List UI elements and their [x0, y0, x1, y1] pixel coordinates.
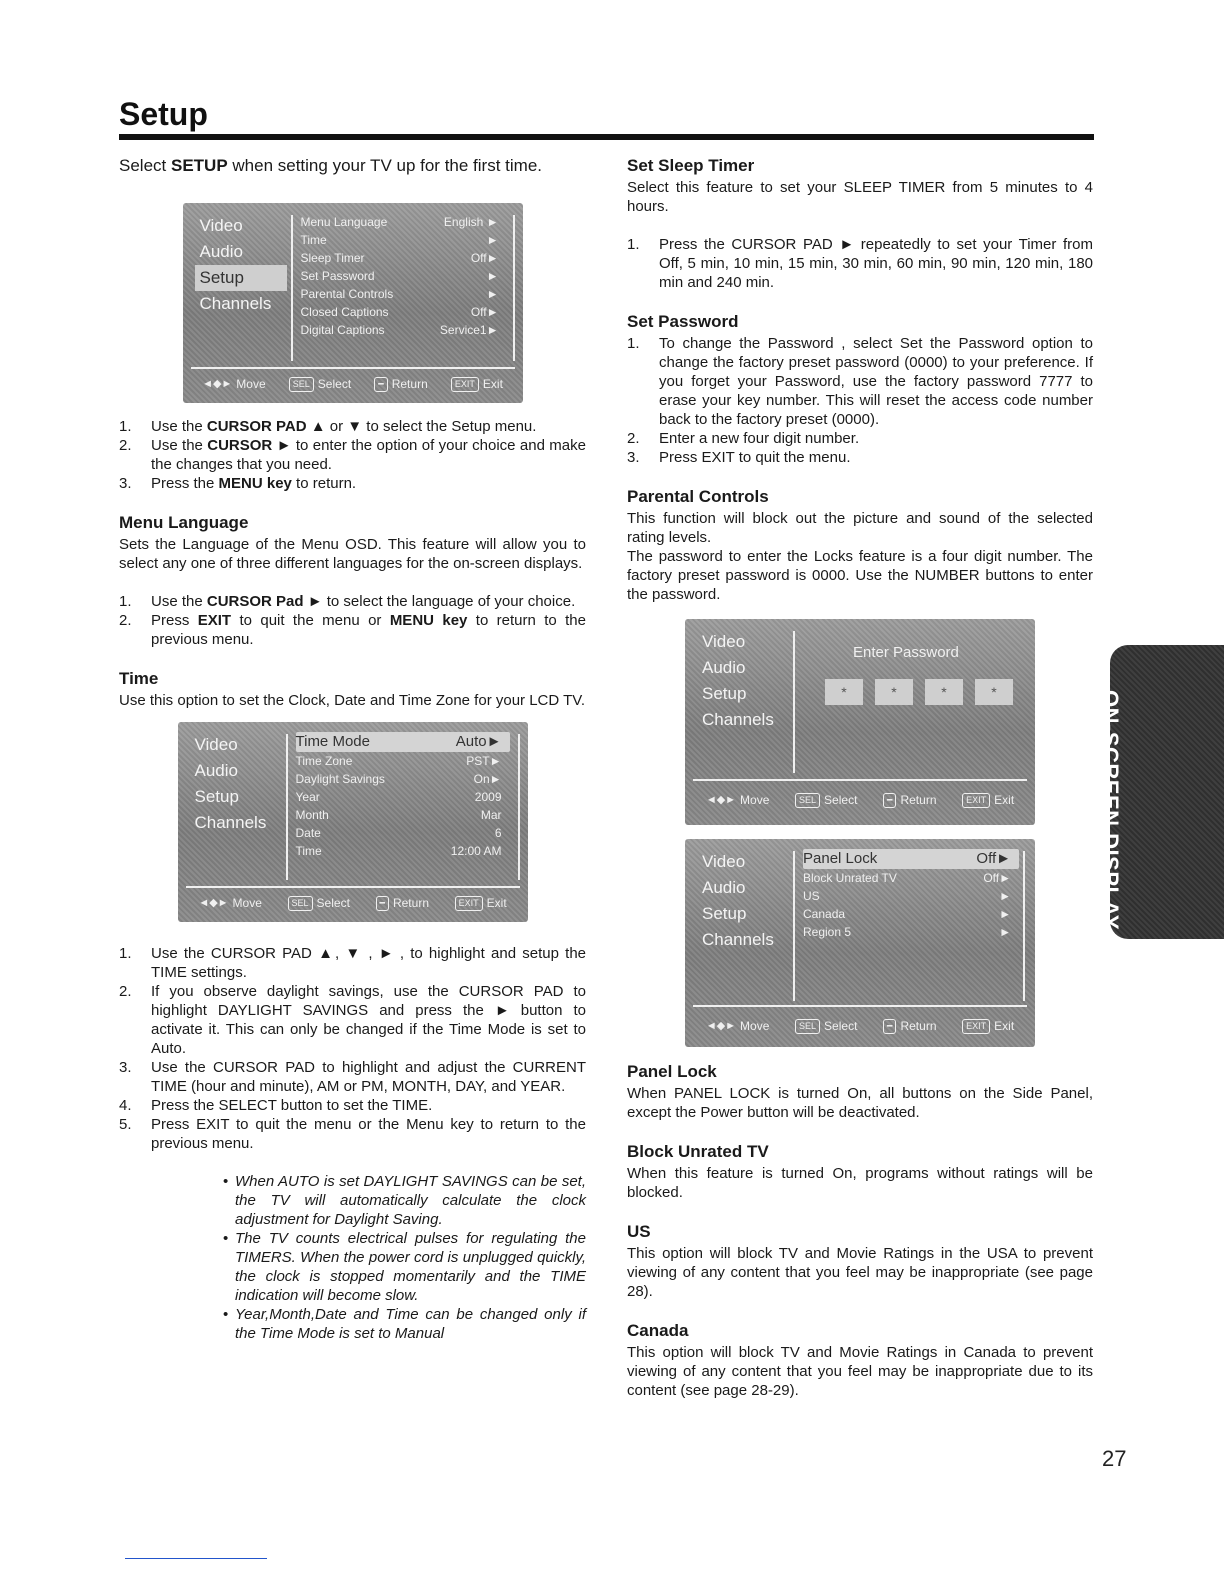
osd-item: Month Mar — [295, 808, 502, 822]
parental-lock-screenshot — [685, 839, 1035, 1047]
password-digit-box: * — [975, 679, 1013, 705]
osd-side-menu — [190, 732, 282, 836]
osd-side-item: Channels — [194, 813, 267, 832]
setup-steps — [119, 417, 586, 493]
time-body: Use this option to set the Clock, Date and Time Zone for your LCD TV. — [119, 692, 586, 709]
password-digit-box: * — [825, 679, 863, 705]
list-item: 1. Press the CURSOR PAD ► repeatedly to set your Timer from Off, 5 min, 10 min, 15 min, 30 min, 60 min, 90 min, 120 min, 180 min and 240 min. — [627, 236, 1093, 291]
osd-side-item: Audio — [702, 878, 746, 897]
side-tab-label: ON-SCREEN DISPLAY — [1098, 690, 1123, 930]
time-steps — [119, 944, 586, 1153]
osd-side-item: Channels — [702, 930, 774, 949]
osd-item: Menu Language English ► — [300, 215, 499, 229]
us-heading: US — [627, 1222, 651, 1241]
panel-lock-body: When PANEL LOCK is turned On, all buttons on the Side Panel, except the Power button will be deactivated. — [627, 1085, 1093, 1121]
list-item: 1. Use the CURSOR Pad ► to select the language of your choice. — [119, 593, 576, 610]
osd-side-item: Video — [702, 852, 746, 871]
osd-item: Digital Captions Service1► — [300, 323, 499, 337]
us-body: This option will block TV and Movie Ratings in the USA to prevent viewing of any content that you feel may be inappropriate (see page 28). — [627, 1245, 1093, 1300]
osd-item: Canada ► — [803, 907, 1011, 921]
list-item: 1. Use the CURSOR PAD ▲ or ▼ to select the Setup menu. — [119, 418, 537, 435]
osd-item: Year 2009 — [295, 790, 502, 804]
list-item: 1. Use the CURSOR PAD ▲, ▼ , ► , to highlight and setup the TIME settings. — [119, 945, 586, 981]
osd-side-item-selected: Setup — [195, 265, 287, 291]
list-item: 2. Press EXIT to quit the menu or MENU key to return to the previous menu. — [119, 612, 586, 648]
move-arrows-icon: ◄◆► — [202, 378, 233, 390]
return-button-icon: ━ — [883, 1019, 896, 1034]
osd-item-highlighted: Panel Lock Off► — [803, 849, 1019, 869]
menu-language-heading: Menu Language — [119, 513, 249, 532]
sel-button-icon: SEL — [288, 896, 313, 911]
osd-side-item: Audio — [199, 242, 243, 261]
move-arrows-icon: ◄◆► — [705, 794, 737, 806]
set-password-heading: Set Password — [627, 312, 739, 331]
exit-button-icon: EXIT — [451, 377, 479, 392]
intro-text: Select SETUP when setting your TV up for the first time. — [119, 156, 542, 175]
exit-button-icon: EXIT — [962, 793, 990, 808]
list-item: 3. Press the MENU key to return. — [119, 475, 357, 492]
osd-item: Set Password ► — [300, 269, 499, 283]
osd-side-item: Setup — [194, 787, 239, 806]
osd-item: Block Unrated TV Off► — [803, 871, 1011, 885]
osd-item: Time ► — [300, 233, 499, 247]
osd-setup-items — [301, 213, 507, 339]
osd-footer-rule — [693, 1005, 1027, 1007]
enter-password-screenshot — [685, 619, 1035, 825]
osd-side-menu — [697, 629, 789, 733]
sleep-timer-steps — [627, 235, 1093, 292]
osd-item: Sleep Timer Off► — [300, 251, 499, 265]
list-item: 5. Press EXIT to quit the menu or the Menu key to return to the previous menu. — [119, 1116, 586, 1152]
sel-button-icon: SEL — [795, 1019, 820, 1034]
enter-password-title: Enter Password — [853, 644, 959, 661]
menu-language-body: Sets the Language of the Menu OSD. This feature will allow you to select any one of three different languages for the on-screen displays. — [119, 536, 586, 572]
list-item: 4. Press the SELECT button to set the TIME. — [119, 1097, 433, 1114]
page-number: 27 — [1102, 1446, 1127, 1471]
osd-scrollbar — [1023, 851, 1025, 1001]
parental-controls-body-1: This function will block out the picture and sound of the selected rating levels. — [627, 510, 1093, 546]
time-menu-screenshot — [178, 722, 528, 922]
return-button-icon: ━ — [883, 793, 896, 808]
return-button-icon: ━ — [374, 377, 387, 392]
footer-line — [125, 1558, 267, 1559]
osd-item: Time Zone PST► — [295, 754, 502, 768]
osd-time-items — [296, 732, 510, 860]
osd-side-menu — [697, 849, 789, 953]
list-item: 3. Use the CURSOR PAD to highlight and adjust the CURRENT TIME (hour and minute), AM or PM, MONTH, DAY, and YEAR. — [119, 1059, 586, 1095]
osd-item: US ► — [803, 889, 1011, 903]
osd-lock-items — [803, 849, 1019, 941]
password-digit-box: * — [925, 679, 963, 705]
osd-divider — [793, 631, 795, 773]
sleep-timer-body: Select this feature to set your SLEEP TIMER from 5 minutes to 4 hours. — [627, 179, 1093, 215]
osd-item: Parental Controls ► — [300, 287, 499, 301]
osd-item: Daylight Savings On► — [295, 772, 502, 786]
title-rule — [119, 134, 1094, 140]
osd-footer: ◄◆► Move SEL Select ━ Return EXIT Exit — [191, 375, 515, 394]
osd-side-item: Video — [702, 632, 746, 651]
osd-side-menu — [195, 213, 287, 317]
left-column — [119, 155, 586, 1343]
page-title: Setup — [119, 96, 208, 132]
list-item: 1. To change the Password , select Set the Password option to change the factory preset password (0000) to your preference. If you forget your Password, use the factory password 7777 to erase your key number. This will reset the access code number back to the factory preset (0000). — [627, 335, 1093, 428]
osd-footer-rule — [693, 779, 1027, 781]
exit-button-icon: EXIT — [962, 1019, 990, 1034]
osd-side-item: Setup — [702, 684, 747, 703]
osd-divider — [291, 215, 293, 361]
osd-item: Time 12:00 AM — [295, 844, 502, 858]
note-item: • When AUTO is set DAYLIGHT SAVINGS can be set, the TV will automatically calculate the clock adjustment for Daylight Saving. — [223, 1173, 586, 1228]
section-side-tab — [1098, 645, 1224, 939]
osd-side-item: Audio — [702, 658, 746, 677]
osd-scrollbar — [518, 734, 520, 880]
osd-side-item: Setup — [702, 904, 747, 923]
osd-divider — [793, 851, 795, 1001]
parental-controls-heading: Parental Controls — [627, 487, 769, 506]
sleep-timer-heading: Set Sleep Timer — [627, 156, 755, 175]
osd-scrollbar — [513, 215, 515, 361]
list-item: 2. Enter a new four digit number. — [627, 430, 860, 447]
set-password-steps — [627, 334, 1093, 467]
canada-body: This option will block TV and Movie Ratings in Canada to prevent viewing of any content that you feel may be inappropriate due to its content (see page 28-29). — [627, 1344, 1093, 1399]
osd-item: Date 6 — [295, 826, 502, 840]
move-arrows-icon: ◄◆► — [198, 897, 229, 909]
block-unrated-body: When this feature is turned On, programs without ratings will be blocked. — [627, 1165, 1093, 1201]
sel-button-icon: SEL — [289, 377, 314, 392]
time-heading: Time — [119, 669, 159, 688]
osd-side-item: Audio — [194, 761, 238, 780]
sel-button-icon: SEL — [795, 793, 820, 808]
move-arrows-icon: ◄◆► — [705, 1020, 737, 1032]
osd-item: Closed Captions Off► — [300, 305, 499, 319]
note-item: • The TV counts electrical pulses for regulating the TIMERS. When the power cord is unplugged quickly, the clock is stopped momentarily and the TIME indication will become slow. — [223, 1230, 586, 1304]
return-button-icon: ━ — [376, 896, 389, 911]
osd-item: Region 5 ► — [803, 925, 1011, 939]
menu-language-steps — [119, 592, 586, 649]
right-column — [627, 155, 1093, 1400]
exit-button-icon: EXIT — [455, 896, 483, 911]
osd-side-item: Channels — [199, 294, 272, 313]
osd-footer: ◄◆► Move SEL Select ━ Return EXIT Exit — [693, 1017, 1027, 1036]
osd-side-item: Video — [199, 216, 243, 235]
osd-footer: ◄◆► Move SEL Select ━ Return EXIT Exit — [693, 791, 1027, 810]
osd-divider — [286, 734, 288, 880]
osd-footer-rule — [191, 367, 515, 369]
note-item: • Year,Month,Date and Time can be changed only if the Time Mode is set to Manual — [223, 1306, 586, 1342]
osd-item-highlighted: Time Mode Auto► — [296, 732, 510, 752]
osd-side-item: Channels — [702, 710, 774, 729]
list-item: 2. Use the CURSOR ► to enter the option of your choice and make the changes that you need. — [119, 437, 586, 473]
password-digit-box: * — [875, 679, 913, 705]
time-notes — [119, 1172, 586, 1343]
block-unrated-heading: Block Unrated TV — [627, 1142, 769, 1161]
osd-footer-rule — [186, 886, 520, 888]
canada-heading: Canada — [627, 1321, 689, 1340]
osd-footer: ◄◆► Move SEL Select ━ Return EXIT Exit — [186, 894, 520, 913]
list-item: 3. Press EXIT to quit the menu. — [627, 449, 851, 466]
osd-side-item: Video — [194, 735, 238, 754]
panel-lock-heading: Panel Lock — [627, 1062, 717, 1081]
list-item: 2. If you observe daylight savings, use the CURSOR PAD to highlight DAYLIGHT SAVINGS and press the ► button to activate it. This can only be changed if the Time Mode is set to Auto. — [119, 983, 586, 1057]
parental-controls-body-2: The password to enter the Locks feature is a four digit number. The factory preset password is 0000. Use the NUMBER buttons to enter the password. — [627, 548, 1093, 603]
setup-menu-screenshot — [183, 203, 523, 403]
